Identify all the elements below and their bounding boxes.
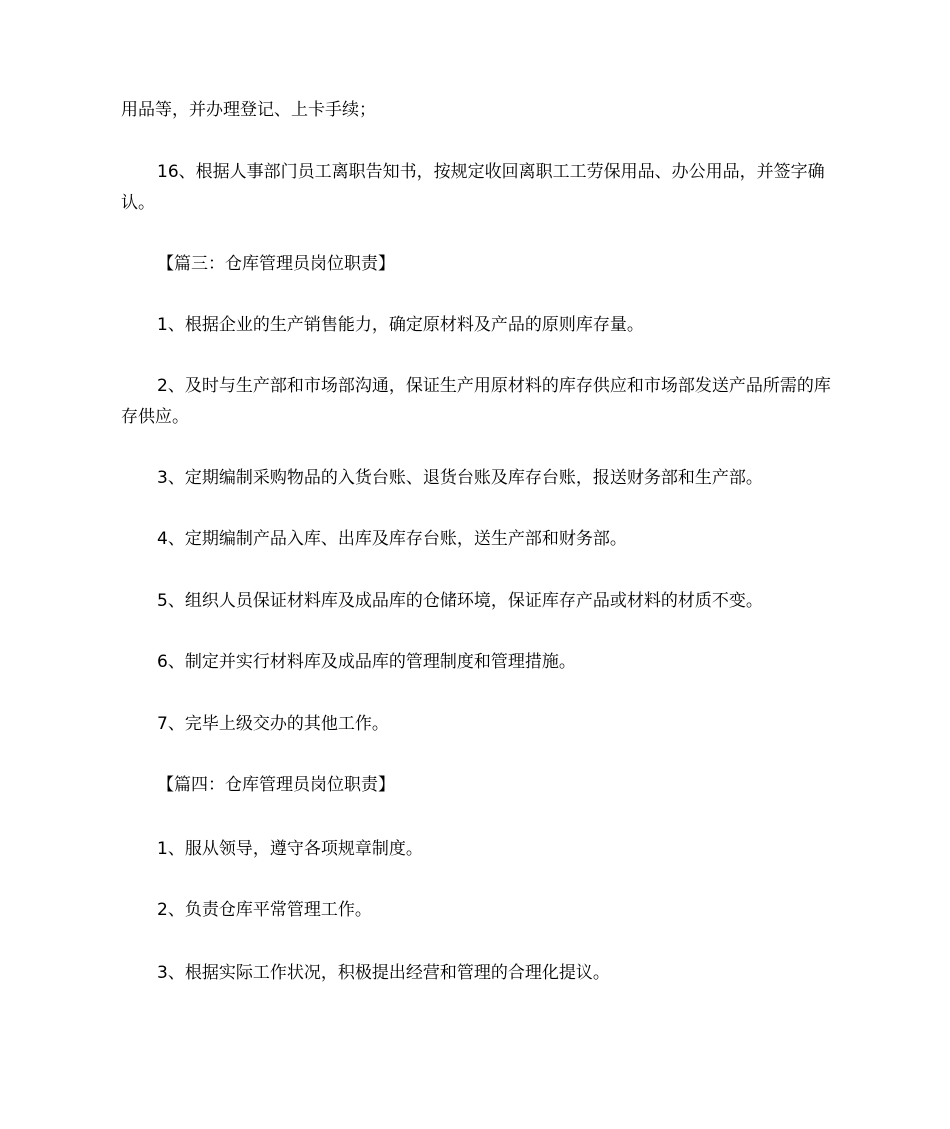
paragraph-item-5: 5、组织人员保证材料库及成品库的仓储环境，保证库存产品或材料的材质不变。 bbox=[157, 591, 763, 611]
section-heading-3: 【篇三：仓库管理员岗位职责】 bbox=[157, 254, 395, 274]
paragraph-item-2: 2、及时与生产部和市场部沟通，保证生产用原材料的库存供应和市场部发送产品所需的库存供应。 bbox=[121, 376, 831, 427]
section-heading-4: 【篇四：仓库管理员岗位职责】 bbox=[157, 775, 395, 795]
paragraph-item-6: 6、制定并实行材料库及成品库的管理制度和管理措施。 bbox=[157, 652, 576, 672]
paragraph-item-1b: 1、服从领导，遵守各项规章制度。 bbox=[157, 839, 423, 859]
paragraph-continuation: 用品等，并办理登记、上卡手续； bbox=[121, 100, 376, 120]
paragraph-item-7: 7、完毕上级交办的其他工作。 bbox=[157, 714, 389, 734]
paragraph-item-2b: 2、负责仓库平常管理工作。 bbox=[157, 900, 372, 920]
paragraph-item-16: 16、根据人事部门员工离职告知书，按规定收回离职工工劳保用品、办公用品，并签字确认。 bbox=[121, 162, 825, 213]
paragraph-item-3: 3、定期编制采购物品的入货台账、退货台账及库存台账，报送财务部和生产部。 bbox=[157, 468, 763, 488]
paragraph-item-4: 4、定期编制产品入库、出库及库存台账，送生产部和财务部。 bbox=[157, 529, 627, 549]
paragraph-item-1: 1、根据企业的生产销售能力，确定原材料及产品的原则库存量。 bbox=[157, 315, 644, 335]
paragraph-item-3b: 3、根据实际工作状况，积极提出经营和管理的合理化提议。 bbox=[157, 963, 610, 983]
